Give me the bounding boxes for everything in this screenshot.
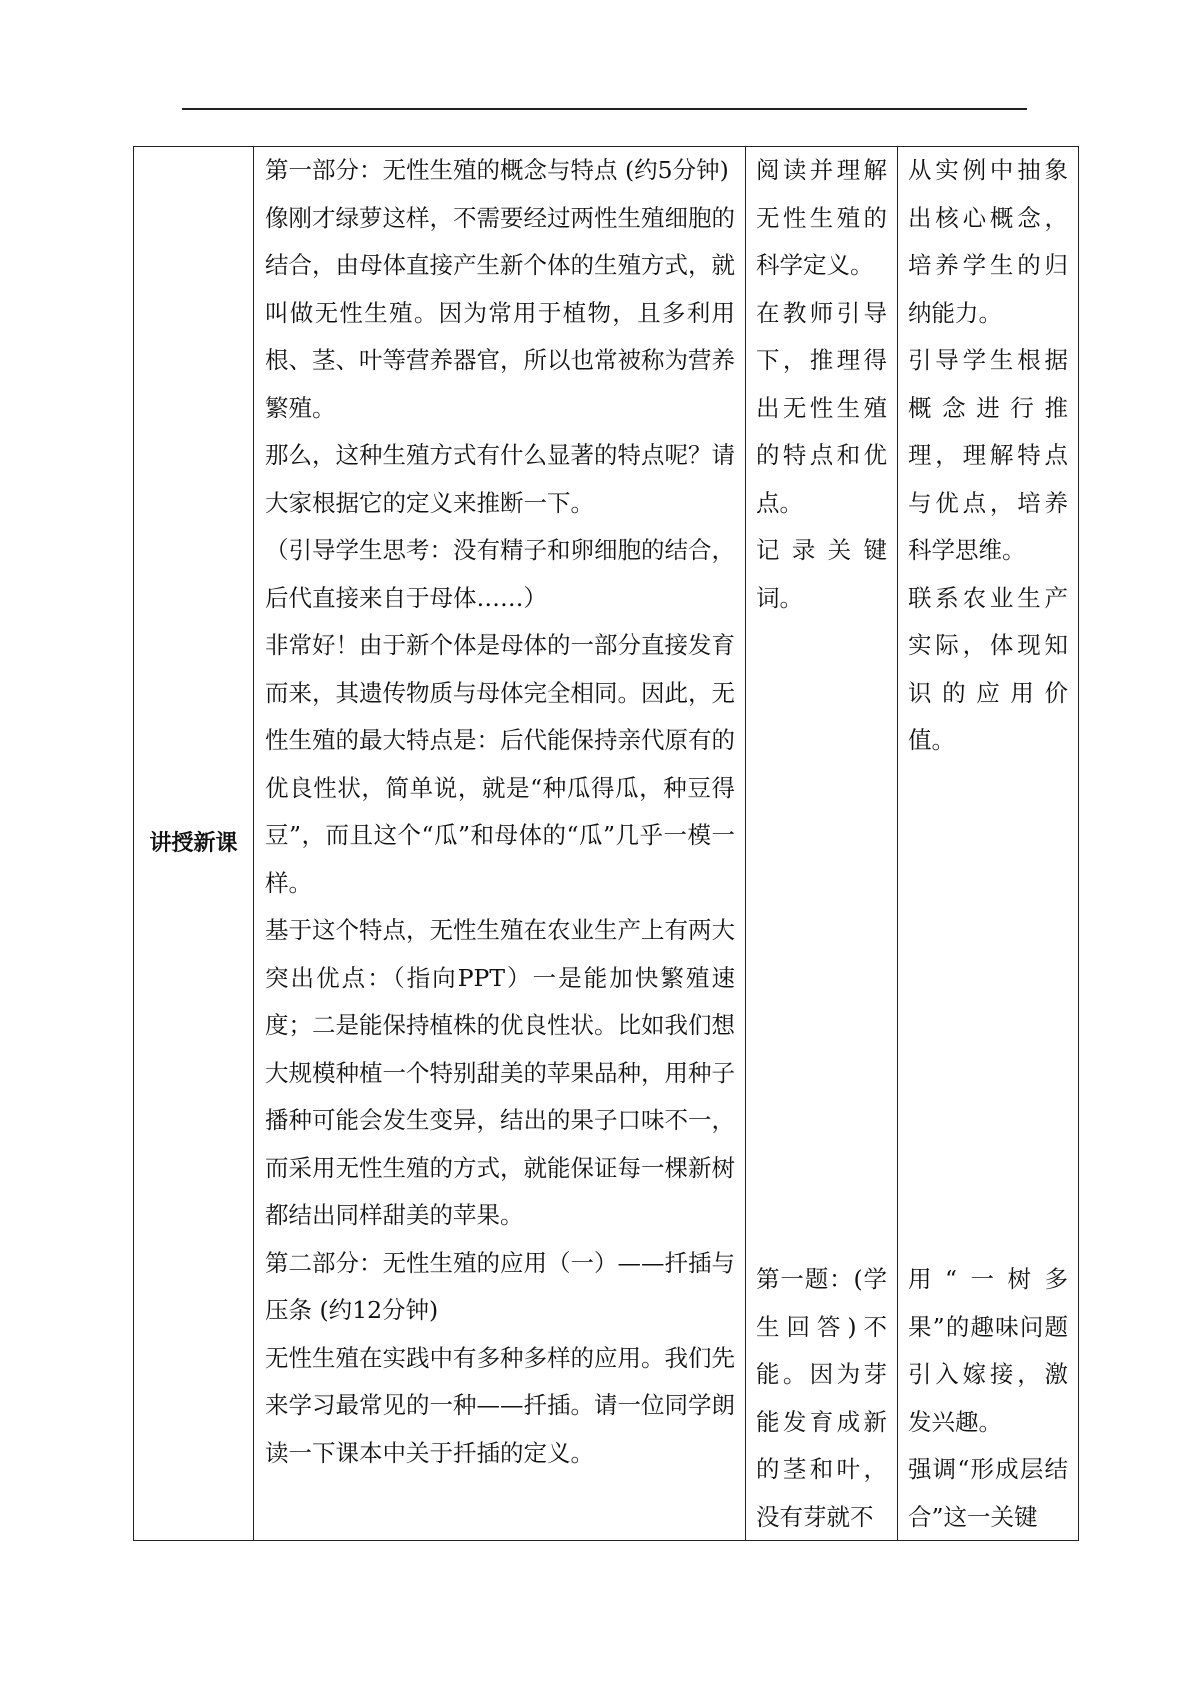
paragraph: 基于这个特点，无性生殖在农业生产上有两大突出优点：（指向PPT）一是能加快繁殖速度；二是能保持植株的优良性状。比如我们想大规模种植一个特别甜美的苹果品种，用种子播种可能会发生变异，结出的果子口味不一，而采用无性生殖的方式，就能保证每一棵新树都结出同样甜美的苹果。 bbox=[265, 916, 735, 1229]
list-item: 从实例中抽象出核心概念，培养学生的归纳能力。 bbox=[908, 156, 1068, 327]
table-row bbox=[134, 147, 1079, 1541]
section-label: 讲授新课 bbox=[134, 147, 254, 1541]
list-item: 用“一树多果”的趣味问题引入嫁接，激发兴趣。 bbox=[908, 1265, 1068, 1436]
paragraph: 非常好！由于新个体是母体的一部分直接发育而来，其遗传物质与母体完全相同。因此，无性生殖的最大特点是：后代能保持亲代原有的优良性状，简单说，就是“种瓜得瓜，种豆得豆”，而且这个“瓜”和母体的“瓜”几乎一模一样。 bbox=[265, 631, 735, 897]
student-activity-cell bbox=[746, 147, 898, 1541]
paragraph: （引导学生思考：没有精子和卵细胞的结合，后代直接来自于母体……） bbox=[265, 536, 735, 612]
lesson-plan-table bbox=[133, 146, 1079, 1541]
list-item: 联系农业生产实际，体现知识的应用价值。 bbox=[908, 583, 1068, 754]
list-item: 强调“形成层结合”这一关键 bbox=[908, 1455, 1068, 1531]
student-activity-bottom bbox=[756, 1256, 887, 1541]
list-item: 引导学生根据概念进行推理，理解特点与优点，培养科学思维。 bbox=[908, 346, 1068, 564]
design-intent-top bbox=[908, 147, 1068, 765]
teacher-activity-cell bbox=[254, 147, 746, 1541]
list-item: 在教师引导下，推理得出无性生殖的特点和优点。 bbox=[756, 298, 887, 517]
student-activity-top bbox=[756, 147, 887, 622]
design-intent-bottom bbox=[908, 1256, 1068, 1541]
paragraph: 像刚才绿萝这样，不需要经过两性生殖细胞的结合，由母体直接产生新个体的生殖方式，就叫做无性生殖。因为常用于植物，且多利用根、茎、叶等营养器官，所以也常被称为营养繁殖。 bbox=[265, 203, 735, 422]
list-item: 第一题：(学生回答)不能。因为芽能发育成新的茎和叶，没有芽就不 bbox=[756, 1265, 887, 1531]
paragraph: 那么，这种生殖方式有什么显著的特点呢？请大家根据它的定义来推断一下。 bbox=[265, 441, 735, 517]
paragraph: 无性生殖在实践中有多种多样的应用。我们先来学习最常见的一种——扦插。请一位同学朗读一下课本中关于扦插的定义。 bbox=[265, 1343, 735, 1467]
part-one-heading: 第一部分：无性生殖的概念与特点 (约5分钟) bbox=[265, 156, 729, 184]
list-item: 记录关键词。 bbox=[756, 536, 887, 612]
part-two-heading: 第二部分：无性生殖的应用（一）——扦插与压条 (约12分钟) bbox=[265, 1248, 735, 1324]
list-item: 阅读并理解无性生殖的科学定义。 bbox=[756, 156, 887, 279]
header-rule bbox=[182, 108, 1027, 110]
design-intent-cell bbox=[898, 147, 1079, 1541]
